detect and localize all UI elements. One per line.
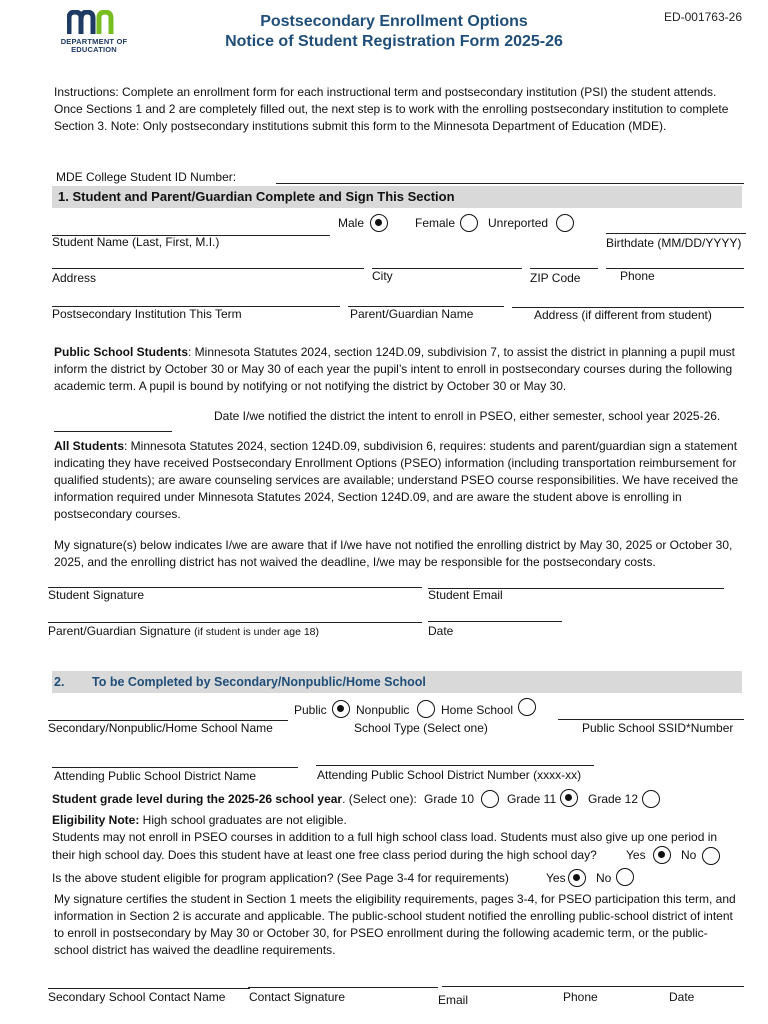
zip-label: ZIP Code xyxy=(530,271,581,285)
grade-level-prompt xyxy=(52,792,417,806)
contact-name-label: Secondary School Contact Name xyxy=(48,990,226,1004)
gender-female-radio[interactable] xyxy=(460,214,478,232)
school-type-label: School Type (Select one) xyxy=(354,721,488,735)
contact-date-field[interactable] xyxy=(668,986,744,987)
grade-12-radio[interactable] xyxy=(642,790,660,808)
certification-text: My signature certifies the student in Section 1 meets the eligibility requirements, pages 3-4, for PSEO participation this term, and information in Section 2 is accurate and applicable. The public-school student notified the enrolling public-school district of intent to enroll in postsecondary by May 30 or October 30, for PSEO enrollment during the following academic term, or the public-school district has waived the deadline requirements. xyxy=(54,892,736,957)
form-title xyxy=(180,12,608,52)
grade-12-label: Grade 12 xyxy=(588,792,639,806)
school-type-public-radio[interactable] xyxy=(332,700,350,718)
zip-field[interactable] xyxy=(530,268,598,269)
contact-phone-field[interactable] xyxy=(562,986,670,987)
parent-date-field[interactable] xyxy=(428,621,562,622)
eligible-no-radio[interactable] xyxy=(616,868,634,886)
school-type-nonpublic-radio[interactable] xyxy=(417,700,435,718)
contact-email-field[interactable] xyxy=(442,986,566,987)
logo-text: DEPARTMENT OF EDUCATION xyxy=(60,37,128,54)
public-school-notice xyxy=(54,344,744,395)
contact-phone-label: Phone xyxy=(563,990,598,1004)
eligible-yes-radio[interactable] xyxy=(568,869,586,887)
grade-level-text: . (Select one): xyxy=(342,792,417,806)
mde-logo xyxy=(60,10,128,54)
grade-11-label: Grade 11 xyxy=(507,792,557,806)
free-period-yes-radio[interactable] xyxy=(653,846,671,864)
grade-level-bold: Student grade level during the 2025-26 school year xyxy=(52,792,343,806)
public-school-bold: Public School Students xyxy=(54,345,189,359)
mde-id-label: MDE College Student ID Number: xyxy=(56,170,237,184)
parent-signature-label xyxy=(48,624,319,638)
grade-10-label: Grade 10 xyxy=(424,792,475,806)
school-type-home-radio[interactable] xyxy=(518,698,536,716)
address-label: Address xyxy=(52,271,97,285)
city-field[interactable] xyxy=(372,268,522,269)
title-line-1: Postsecondary Enrollment Options xyxy=(260,13,528,30)
student-name-label: Student Name (Last, First, M.I.) xyxy=(52,235,220,249)
all-students-bold: All Students xyxy=(54,439,125,453)
birthdate-field[interactable] xyxy=(606,233,746,234)
parent-signature-note: (if student is under age 18) xyxy=(194,626,320,638)
contact-signature-label: Contact Signature xyxy=(249,990,346,1004)
grade-11-radio[interactable] xyxy=(560,789,578,807)
student-signature-label: Student Signature xyxy=(48,588,145,602)
gender-male-label: Male xyxy=(338,216,365,230)
ssid-field[interactable] xyxy=(558,719,744,720)
parent-address-label: Address (if different from student) xyxy=(534,308,712,322)
gender-female-label: Female xyxy=(415,216,456,230)
free-period-yes-label: Yes xyxy=(626,848,646,862)
contact-name-field[interactable] xyxy=(48,988,250,989)
title-line-2: Notice of Student Registration Form 2025-26 xyxy=(225,33,563,50)
all-students-notice xyxy=(54,438,744,523)
district-number-label: Attending Public School District Number (xxxx-xx) xyxy=(317,768,582,782)
gender-male-radio[interactable] xyxy=(370,214,388,232)
ssid-label: Public School SSID*Number xyxy=(582,721,734,735)
psi-label: Postsecondary Institution This Term xyxy=(52,307,242,321)
district-name-label: Attending Public School District Name xyxy=(54,769,257,783)
parent-signature-label-text: Parent/Guardian Signature xyxy=(48,624,191,638)
contact-signature-field[interactable] xyxy=(248,987,438,988)
school-type-public-label: Public xyxy=(294,703,327,717)
parent-date-label: Date xyxy=(428,624,454,638)
parent-name-label: Parent/Guardian Name xyxy=(350,307,474,321)
gender-unreported-label: Unreported xyxy=(488,216,549,230)
form-number: ED-001763-26 xyxy=(663,10,742,24)
school-type-home-label: Home School xyxy=(441,703,514,717)
school-name-label: Secondary/Nonpublic/Home School Name xyxy=(48,721,273,735)
mde-id-field[interactable] xyxy=(276,183,744,184)
eligible-yes-label: Yes xyxy=(546,871,566,885)
free-period-line-1: Students may not enroll in PSEO courses in addition to a full high school class load. Students must also give up one period in xyxy=(52,830,718,844)
eligibility-note-text: High school graduates are not eligible. xyxy=(139,813,347,827)
eligible-question: Is the above student eligible for program application? (See Page 3-4 for requirements) xyxy=(52,871,509,885)
section-1-heading: 1. Student and Parent/Guardian Complete and Sign This Section xyxy=(52,186,742,208)
parent-signature-field[interactable] xyxy=(48,622,422,623)
all-students-text: : Minnesota Statutes 2024, section 124D.09, subdivision 6, requires: students and parent/guardian sign a statement indicating they have received Postsecondary Enrollment Options (PSEO) information (including transportation reimbursement for qualified students); are aware counseling services are available; understand PSEO course responsibilities. We have received the information required under Minnesota Statutes 2024, Section 124D.09, and are aware the student above is enrolling in postsecondary courses. xyxy=(54,439,739,521)
free-period-no-label: No xyxy=(681,848,697,862)
city-label: City xyxy=(372,269,393,283)
phone-label: Phone xyxy=(620,269,655,283)
contact-email-label: Email xyxy=(438,993,469,1007)
eligibility-note-bold: Eligibility Note: xyxy=(52,813,140,827)
signature-notice: My signature(s) below indicates I/we are aware that if I/we have not notified the enrolling district by May 30, 2025 or October 30, 2025, and the enrolling district has not waived the deadline, I/we may be responsible for the postsecondary costs. xyxy=(54,538,733,569)
instructions: Instructions: Complete an enrollment form for each instructional term and postsecondary institution (PSI) the student attends. Once Sections 1 and 2 are completely filled out, the next step is to work with the enrolling postsecondary institution to complete Section 3. Note: Only postsecondary institutions submit this form to the Minnesota Department of Education (MDE). xyxy=(54,85,729,133)
notify-date-label: Date I/we notified the district the intent to enroll in PSEO, either semester, school year 2025-26. xyxy=(214,409,721,423)
student-email-label: Student Email xyxy=(428,588,503,602)
public-school-text: : Minnesota Statutes 2024, section 124D.09, subdivision 7, to assist the district in planning a pupil must inform the district by October 30 or May 30 of each year the pupil’s intent to enroll in postsecondary courses during the following academic term. A pupil is bound by notifying or not notifying the district by October 30 or May 30. xyxy=(54,345,735,393)
eligibility-note xyxy=(52,813,347,827)
birthdate-label: Birthdate (MM/DD/YYYY) xyxy=(606,236,742,250)
district-name-field[interactable] xyxy=(52,767,298,768)
free-period-no-radio[interactable] xyxy=(702,847,720,865)
school-type-nonpublic-label: Nonpublic xyxy=(356,703,410,717)
eligible-no-label: No xyxy=(596,871,612,885)
gender-unreported-radio[interactable] xyxy=(556,214,574,232)
notify-date-field[interactable] xyxy=(54,431,172,432)
mn-logo-icon xyxy=(67,10,121,36)
district-number-field[interactable] xyxy=(316,765,594,766)
section-2-heading xyxy=(52,671,742,693)
address-field[interactable] xyxy=(52,268,364,269)
free-period-line-2: their high school day. Does this student have at least one free class period during the high school day? xyxy=(52,848,597,862)
grade-10-radio[interactable] xyxy=(481,790,499,808)
section-2-title: To be Completed by Secondary/Nonpublic/Home School xyxy=(92,675,426,689)
contact-date-label: Date xyxy=(669,990,695,1004)
section-2-number: 2. xyxy=(54,675,65,689)
